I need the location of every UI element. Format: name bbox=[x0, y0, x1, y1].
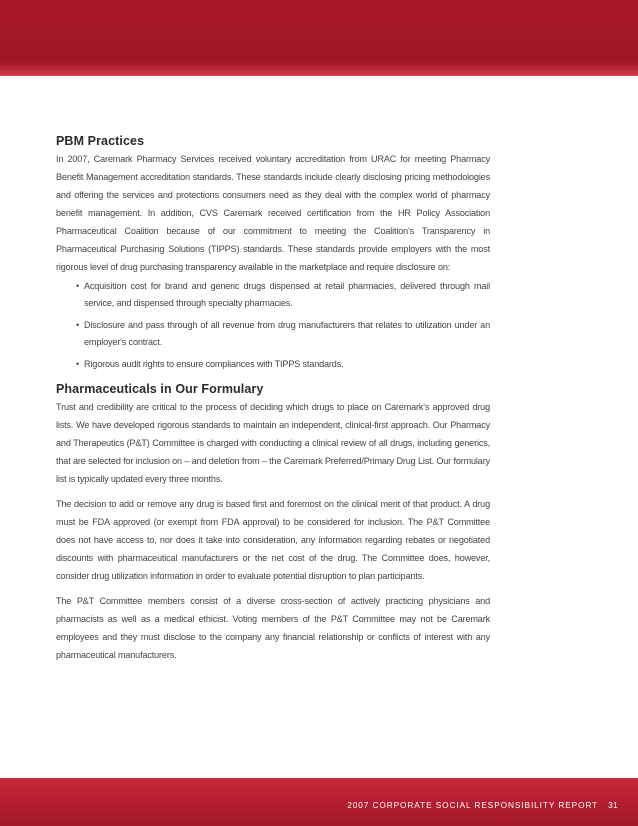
page-content bbox=[56, 134, 490, 664]
header-band bbox=[0, 0, 638, 76]
list-item bbox=[76, 356, 490, 373]
formulary-paragraph-1: Trust and credibility are critical to the process of deciding which drugs to place on Caremark's approved drug lists. We have developed rigorous standards to maintain an independent, clinical-first approach. Our Pharmacy and Therapeutics (P&T) Committee is charged with conducting a clinical review of all drugs, including generics, that are selected for inclusion on – and deletion from – the Caremark Preferred/Primary Drug List. Our formulary list is typically updated every three months. bbox=[56, 402, 490, 484]
bullet-icon: • bbox=[76, 359, 80, 369]
list-item-text: Rigorous audit rights to ensure compliances with TIPPS standards. bbox=[84, 359, 344, 369]
list-item-text: Acquisition cost for brand and generic drugs dispensed at retail pharmacies, delivered through mail service, and dispensed through specialty pharmacies. bbox=[84, 281, 490, 308]
footer bbox=[347, 800, 618, 810]
bullet-icon: • bbox=[76, 281, 80, 291]
pbm-intro-paragraph: In 2007, Caremark Pharmacy Services received voluntary accreditation from URAC for meeting Pharmacy Benefit Management accreditation standards. These standards include clearly disclosing pricing methodologies and offering the services and protections consumers need as they deal with the complex world of pharmacy benefit management. In addition, CVS Caremark received certification from the HR Policy Association Pharmaceutical Coalition because of our commitment to meeting the Coalition's Transparency in Pharmaceutical Purchasing Solutions (TIPPS) standards. These standards provide employers with the most rigorous level of drug purchasing transparency available in the marketplace and require disclosure on: bbox=[56, 154, 490, 272]
formulary-paragraph-3: The P&T Committee members consist of a diverse cross-section of actively practicing physicians and pharmacists as well as a medical ethicist. Voting members of the P&T Committee may not be Caremark employees and they must disclose to the company any financial relationship or conflicts of interest with any pharmaceutical manufacturers. bbox=[56, 596, 490, 660]
report-title: 2007 CORPORATE SOCIAL RESPONSIBILITY REPORT bbox=[347, 800, 599, 810]
bullet-icon: • bbox=[76, 320, 80, 330]
list-item-text: Disclosure and pass through of all revenue from drug manufacturers that relates to utilization under an employer's contract. bbox=[84, 320, 490, 347]
disclosure-list bbox=[56, 278, 490, 373]
formulary-heading: Pharmaceuticals in Our Formulary bbox=[56, 382, 264, 396]
list-item bbox=[76, 317, 490, 351]
pbm-practices-heading: PBM Practices bbox=[56, 134, 145, 148]
formulary-paragraph-2: The decision to add or remove any drug is based first and foremost on the clinical merit of that product. A drug must be FDA approved (or exempt from FDA approval) to be considered for inclusion. The P&T Committee does not have access to, nor does it take into consideration, any information regarding rebates or negotiated discounts with pharmaceutical manufacturers or the net cost of the drug. The Committee does, however, consider drug utilization information in order to evaluate potential disruption to plan participants. bbox=[56, 499, 490, 581]
list-item bbox=[76, 278, 490, 312]
page-number: 31 bbox=[608, 800, 618, 810]
